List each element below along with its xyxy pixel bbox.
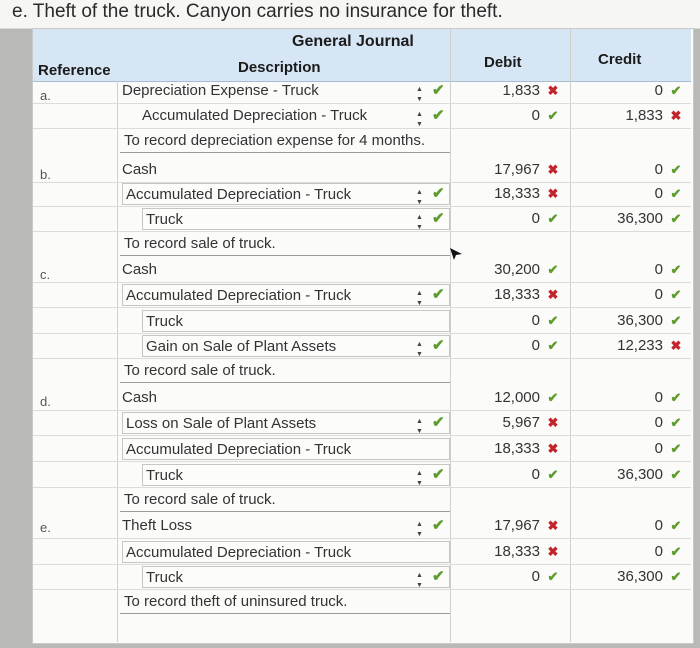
col-debit: Debit	[484, 54, 522, 71]
credit-value: 0	[654, 517, 663, 534]
check-icon: ✔	[670, 544, 682, 559]
debit-value: 0	[531, 107, 540, 124]
cross-icon: ✖	[547, 186, 559, 201]
credit-field[interactable]	[575, 387, 683, 409]
check-icon: ✔	[670, 262, 682, 277]
row-divider	[33, 410, 691, 411]
debit-value: 17,967	[494, 517, 540, 534]
check-icon: ✔	[670, 287, 682, 302]
credit-value: 0	[654, 389, 663, 406]
credit-value: 0	[654, 82, 663, 99]
entry-memo[interactable]: To record depreciation expense for 4 months.	[124, 132, 426, 149]
credit-value: 12,233	[617, 337, 663, 354]
select-arrows-icon[interactable]: ▲ ▼	[416, 470, 423, 487]
check-icon: ✔	[670, 162, 682, 177]
row-divider	[33, 282, 691, 283]
select-arrows-icon[interactable]: ▲ ▼	[416, 341, 423, 358]
account-select[interactable]	[122, 183, 450, 205]
check-icon: ✔	[547, 390, 559, 405]
check-icon: ✔	[547, 108, 559, 123]
entry-reference: d.	[40, 394, 51, 409]
debit-field[interactable]	[455, 259, 560, 281]
credit-field[interactable]	[575, 541, 683, 563]
account-name: Loss on Sale of Plant Assets	[126, 415, 317, 432]
memo-underline	[120, 255, 450, 256]
account-select[interactable]	[142, 464, 450, 486]
check-icon: ✔	[547, 262, 559, 277]
credit-value: 36,300	[617, 210, 663, 227]
debit-field[interactable]	[455, 183, 560, 205]
cross-icon: ✖	[547, 287, 559, 302]
debit-field[interactable]	[455, 310, 560, 332]
credit-field[interactable]	[575, 259, 683, 281]
debit-value: 18,333	[494, 543, 540, 560]
account-select[interactable]	[122, 515, 450, 537]
divider-credit	[570, 29, 571, 642]
account-name: Theft Loss	[122, 517, 193, 534]
check-icon: ✔	[432, 337, 445, 354]
row-divider	[33, 589, 691, 590]
credit-field[interactable]	[575, 80, 683, 102]
entry-reference: a.	[40, 88, 51, 103]
credit-field[interactable]	[575, 464, 683, 486]
check-icon: ✔	[670, 441, 682, 456]
credit-field[interactable]	[575, 183, 683, 205]
divider-debit	[450, 29, 451, 642]
account-select[interactable]	[142, 105, 450, 127]
debit-value: 0	[531, 210, 540, 227]
check-icon: ✔	[670, 186, 682, 201]
row-divider	[33, 333, 691, 334]
credit-value: 0	[654, 185, 663, 202]
credit-field[interactable]	[575, 515, 683, 537]
debit-field[interactable]	[455, 515, 560, 537]
credit-value: 0	[654, 161, 663, 178]
debit-value: 0	[531, 466, 540, 483]
cross-icon: ✖	[547, 83, 559, 98]
question-heading: e. Theft of the truck. Canyon carries no insurance for theft.	[12, 1, 503, 22]
debit-field[interactable]	[455, 159, 560, 181]
memo-underline	[120, 613, 450, 614]
check-icon: ✔	[547, 569, 559, 584]
account-select[interactable]	[122, 438, 450, 460]
credit-value: 36,300	[617, 466, 663, 483]
debit-field[interactable]	[455, 464, 560, 486]
account-name: Truck	[146, 467, 183, 484]
debit-field[interactable]	[455, 412, 560, 434]
debit-field[interactable]	[455, 541, 560, 563]
debit-value: 18,333	[494, 286, 540, 303]
row-divider	[33, 564, 691, 565]
account-select[interactable]	[122, 259, 450, 281]
select-arrows-icon[interactable]: ▲ ▼	[416, 86, 423, 103]
entry-memo[interactable]: To record sale of truck.	[124, 491, 276, 508]
debit-value: 18,333	[494, 185, 540, 202]
credit-field[interactable]	[575, 310, 683, 332]
debit-field[interactable]	[455, 105, 560, 127]
row-divider	[33, 231, 691, 232]
check-icon: ✔	[547, 211, 559, 226]
cross-icon: ✖	[547, 415, 559, 430]
credit-value: 36,300	[617, 312, 663, 329]
account-select[interactable]	[142, 310, 450, 332]
select-arrows-icon[interactable]: ▲ ▼	[416, 290, 423, 307]
col-credit: Credit	[598, 51, 642, 68]
check-icon: ✔	[670, 83, 682, 98]
memo-underline	[120, 511, 450, 512]
credit-value: 0	[654, 286, 663, 303]
cross-icon: ✖	[670, 108, 682, 123]
credit-field[interactable]	[575, 208, 683, 230]
row-divider	[33, 103, 691, 104]
select-arrows-icon[interactable]: ▲ ▼	[416, 214, 423, 231]
account-select[interactable]	[122, 159, 450, 181]
check-icon: ✔	[547, 313, 559, 328]
account-name: Gain on Sale of Plant Assets	[146, 338, 337, 355]
select-arrows-icon[interactable]: ▲ ▼	[416, 572, 423, 589]
check-icon: ✔	[670, 569, 682, 584]
row-divider	[33, 435, 691, 436]
debit-field[interactable]	[455, 438, 560, 460]
debit-field[interactable]	[455, 566, 560, 588]
debit-value: 0	[531, 312, 540, 329]
account-select[interactable]	[122, 284, 450, 306]
debit-value: 12,000	[494, 389, 540, 406]
debit-field[interactable]	[455, 335, 560, 357]
credit-field[interactable]	[575, 335, 683, 357]
account-select[interactable]	[122, 412, 450, 434]
debit-field[interactable]	[455, 387, 560, 409]
cross-icon: ✖	[670, 338, 682, 353]
check-icon: ✔	[670, 211, 682, 226]
check-icon: ✔	[547, 467, 559, 482]
check-icon: ✔	[432, 82, 445, 99]
entry-reference: c.	[40, 267, 51, 282]
row-divider	[33, 487, 691, 488]
row-divider	[33, 461, 691, 462]
credit-value: 0	[654, 414, 663, 431]
entry-reference: b.	[40, 167, 51, 182]
account-select[interactable]	[122, 387, 450, 409]
check-icon: ✔	[547, 338, 559, 353]
debit-value: 30,200	[494, 261, 540, 278]
entry-memo[interactable]: To record sale of truck.	[124, 235, 276, 252]
check-icon: ✔	[432, 517, 445, 534]
check-icon: ✔	[670, 467, 682, 482]
account-select[interactable]	[122, 541, 450, 563]
account-name: Accumulated Depreciation - Truck	[126, 186, 352, 203]
entry-reference: e.	[40, 520, 51, 535]
credit-value: 0	[654, 261, 663, 278]
check-icon: ✔	[670, 518, 682, 533]
memo-underline	[120, 152, 450, 153]
credit-field[interactable]	[575, 284, 683, 306]
col-description: Description	[238, 59, 321, 76]
entry-memo[interactable]: To record theft of uninsured truck.	[124, 593, 348, 610]
cross-icon: ✖	[547, 544, 559, 559]
select-arrows-icon[interactable]: ▲ ▼	[416, 111, 423, 128]
credit-value: 1,833	[625, 107, 663, 124]
account-name: Cash	[122, 161, 158, 178]
cross-icon: ✖	[547, 441, 559, 456]
cross-icon: ✖	[547, 162, 559, 177]
account-name: Accumulated Depreciation - Truck	[142, 107, 368, 124]
debit-field[interactable]	[455, 80, 560, 102]
col-reference: Reference	[38, 62, 111, 79]
account-select[interactable]	[142, 208, 450, 230]
row-divider	[33, 128, 691, 129]
debit-field[interactable]	[455, 284, 560, 306]
account-name: Accumulated Depreciation - Truck	[126, 441, 352, 458]
journal-title: General Journal	[292, 33, 414, 50]
check-icon: ✔	[670, 415, 682, 430]
credit-field[interactable]	[575, 412, 683, 434]
credit-field[interactable]	[575, 105, 683, 127]
account-select[interactable]	[142, 335, 450, 357]
debit-value: 5,967	[502, 414, 540, 431]
entry-memo[interactable]: To record sale of truck.	[124, 362, 276, 379]
divider-reference	[117, 81, 118, 642]
cross-icon: ✖	[547, 518, 559, 533]
select-arrows-icon[interactable]: ▲ ▼	[416, 418, 423, 435]
select-arrows-icon[interactable]: ▲ ▼	[416, 521, 423, 538]
row-divider	[33, 538, 691, 539]
check-icon: ✔	[432, 286, 445, 303]
credit-value: 36,300	[617, 568, 663, 585]
credit-field[interactable]	[575, 566, 683, 588]
debit-value: 0	[531, 568, 540, 585]
check-icon: ✔	[432, 210, 445, 227]
check-icon: ✔	[432, 568, 445, 585]
account-name: Depreciation Expense - Truck	[122, 82, 319, 99]
account-name: Truck	[146, 211, 183, 228]
row-divider	[33, 206, 691, 207]
credit-value: 0	[654, 440, 663, 457]
credit-value: 0	[654, 543, 663, 560]
debit-field[interactable]	[455, 208, 560, 230]
debit-value: 18,333	[494, 440, 540, 457]
debit-value: 0	[531, 337, 540, 354]
select-arrows-icon[interactable]: ▲ ▼	[416, 189, 423, 206]
credit-field[interactable]	[575, 438, 683, 460]
check-icon: ✔	[432, 466, 445, 483]
row-divider	[33, 307, 691, 308]
account-select[interactable]	[142, 566, 450, 588]
account-name: Cash	[122, 261, 158, 278]
account-name: Truck	[146, 569, 183, 586]
credit-field[interactable]	[575, 159, 683, 181]
account-name: Accumulated Depreciation - Truck	[126, 287, 352, 304]
check-icon: ✔	[432, 185, 445, 202]
account-name: Accumulated Depreciation - Truck	[126, 544, 352, 561]
account-name: Truck	[146, 313, 183, 330]
account-name: Cash	[122, 389, 158, 406]
debit-value: 17,967	[494, 161, 540, 178]
check-icon: ✔	[432, 414, 445, 431]
debit-value: 1,833	[502, 82, 540, 99]
check-icon: ✔	[432, 107, 445, 124]
row-divider	[33, 358, 691, 359]
account-select[interactable]	[122, 80, 450, 102]
check-icon: ✔	[670, 390, 682, 405]
check-icon: ✔	[670, 313, 682, 328]
memo-underline	[120, 382, 450, 383]
